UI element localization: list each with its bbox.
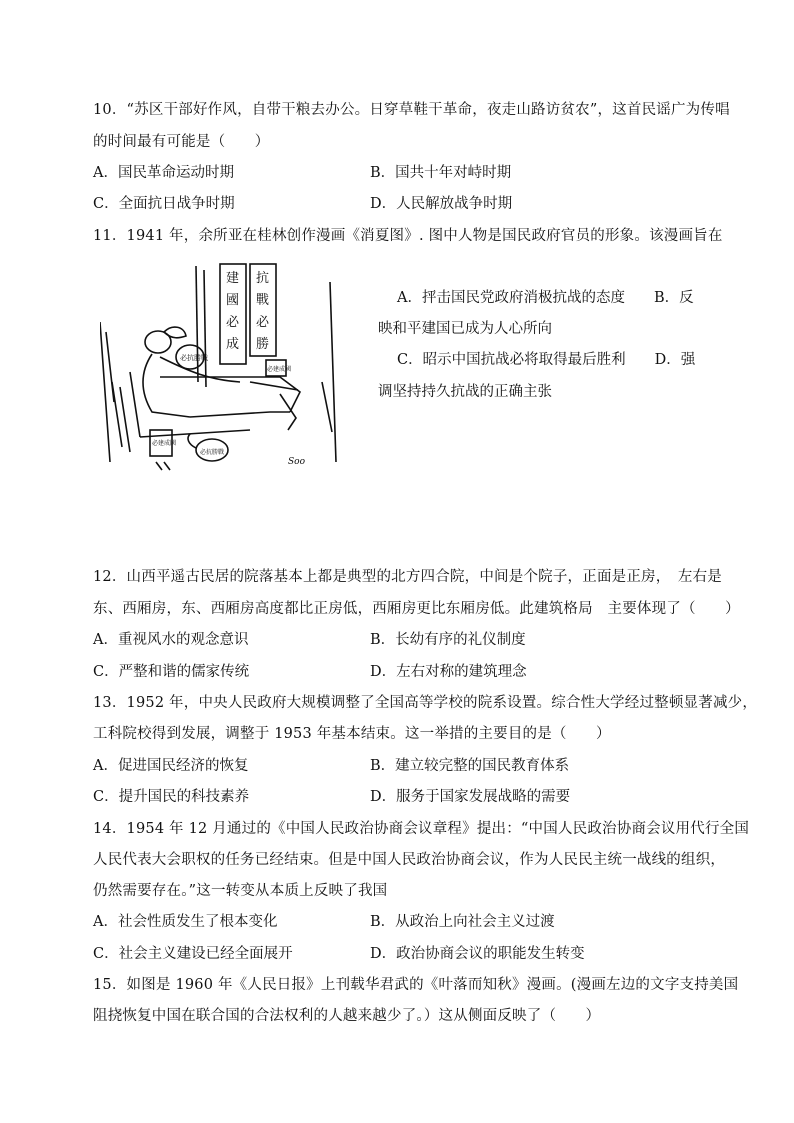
q11-options-line-1[interactable]: A．抨击国民党政府消极抗战的态度 B．反 — [397, 290, 694, 306]
banner-right-text: 抗戰必勝 — [256, 271, 270, 352]
q15-stem-line-1: 15．如图是 1960 年《人民日报》上刊载华君武的《叶落而知秋》漫画。(漫画左边的文字支持美国 — [93, 977, 739, 993]
artist-signature: Soo — [288, 457, 306, 467]
q13-option-b[interactable]: B．建立较完整的国民教育体系 — [370, 758, 570, 774]
q14-option-a[interactable]: A．社会性质发生了根本变化 — [93, 914, 278, 930]
q14-option-b[interactable]: B．从政治上向社会主义过渡 — [370, 914, 555, 930]
q13-option-d[interactable]: D．服务于国家发展战略的需要 — [370, 789, 571, 805]
q13-option-c[interactable]: C．提升国民的科技素养 — [93, 789, 250, 805]
q14-stem-line-1: 14．1954 年 12 月通过的《中国人民政治协商会议章程》提出：“中国人民政治协商会议用代行全国 — [93, 821, 750, 837]
q12-option-c[interactable]: C．严整和谐的儒家传统 — [93, 664, 250, 680]
q14-stem-line-3: 仍然需要存在。”这一转变从本质上反映了我国 — [93, 883, 388, 899]
q14-option-c[interactable]: C．社会主义建设已经全面展开 — [93, 946, 293, 962]
q12-option-a[interactable]: A．重视风水的观念意识 — [93, 632, 249, 648]
q11-stem-line-1: 11．1941 年，余所亚在桂林创作漫画《消夏图》. 图中人物是国民政府官员的形象。该漫画旨在 — [93, 228, 723, 244]
q10-option-d[interactable]: D．人民解放战争时期 — [370, 196, 513, 212]
q10-stem-line-1: 10．“苏区干部好作风，自带干粮去办公。日穿草鞋干革命，夜走山路访贫农”，这首民谣广为传唱 — [93, 102, 730, 118]
q12-option-d[interactable]: D．左右对称的建筑理念 — [370, 664, 527, 680]
fan-text: 必抗勝戰 — [180, 354, 208, 362]
banner-left-text: 建國必成 — [226, 271, 240, 352]
q13-stem-line-2: 工科院校得到发展，调整于 1953 年基本结束。这一举措的主要目的是（ ） — [93, 726, 611, 742]
q13-stem-line-1: 13．1952 年，中央人民政府大规模调整了全国高等学校的院系设置。综合性大学经过整顿显著减少， — [93, 695, 758, 711]
q10-option-a[interactable]: A．国民革命运动时期 — [93, 165, 234, 181]
jar-text: 必建成國 — [152, 440, 177, 447]
q10-stem-line-2: 的时间最有可能是（ ） — [93, 134, 270, 150]
q11-options-line-4[interactable]: 调坚持持久抗战的正确主张 — [378, 384, 552, 400]
q12-stem-line-1: 12．山西平遥古民居的院落基本上都是典型的北方四合院，中间是个院子，正面是正房， 左右是 — [93, 569, 722, 585]
pot-text: 必抗勝戰 — [200, 449, 225, 456]
box-text: 必建成國 — [267, 366, 292, 373]
q12-option-b[interactable]: B．长幼有序的礼仪制度 — [370, 632, 526, 648]
cartoon-drawing — [100, 262, 345, 472]
cartoon-xiaoxia-tu — [100, 262, 345, 472]
q10-option-b[interactable]: B．国共十年对峙时期 — [370, 165, 512, 181]
q11-options-line-3[interactable]: C．昭示中国抗战必将取得最后胜利 D．强 — [397, 352, 696, 368]
q15-stem-line-2: 阻挠恢复中国在联合国的合法权利的人越来越少了。）这从侧面反映了（ ） — [93, 1008, 601, 1024]
q13-option-a[interactable]: A．促进国民经济的恢复 — [93, 758, 249, 774]
q14-option-d[interactable]: D．政治协商会议的职能发生转变 — [370, 946, 585, 962]
q12-stem-line-2: 东、西厢房，东、西厢房高度都比正房低，西厢房更比东厢房低。此建筑格局 主要体现了（ ） — [93, 601, 740, 617]
q14-stem-line-2: 人民代表大会职权的任务已经结束。但是中国人民政治协商会议，作为人民民主统一战线的组织， — [93, 852, 726, 868]
q11-options-line-2[interactable]: 映和平建国已成为人心所向 — [378, 321, 552, 337]
q10-option-c[interactable]: C．全面抗日战争时期 — [93, 196, 235, 212]
